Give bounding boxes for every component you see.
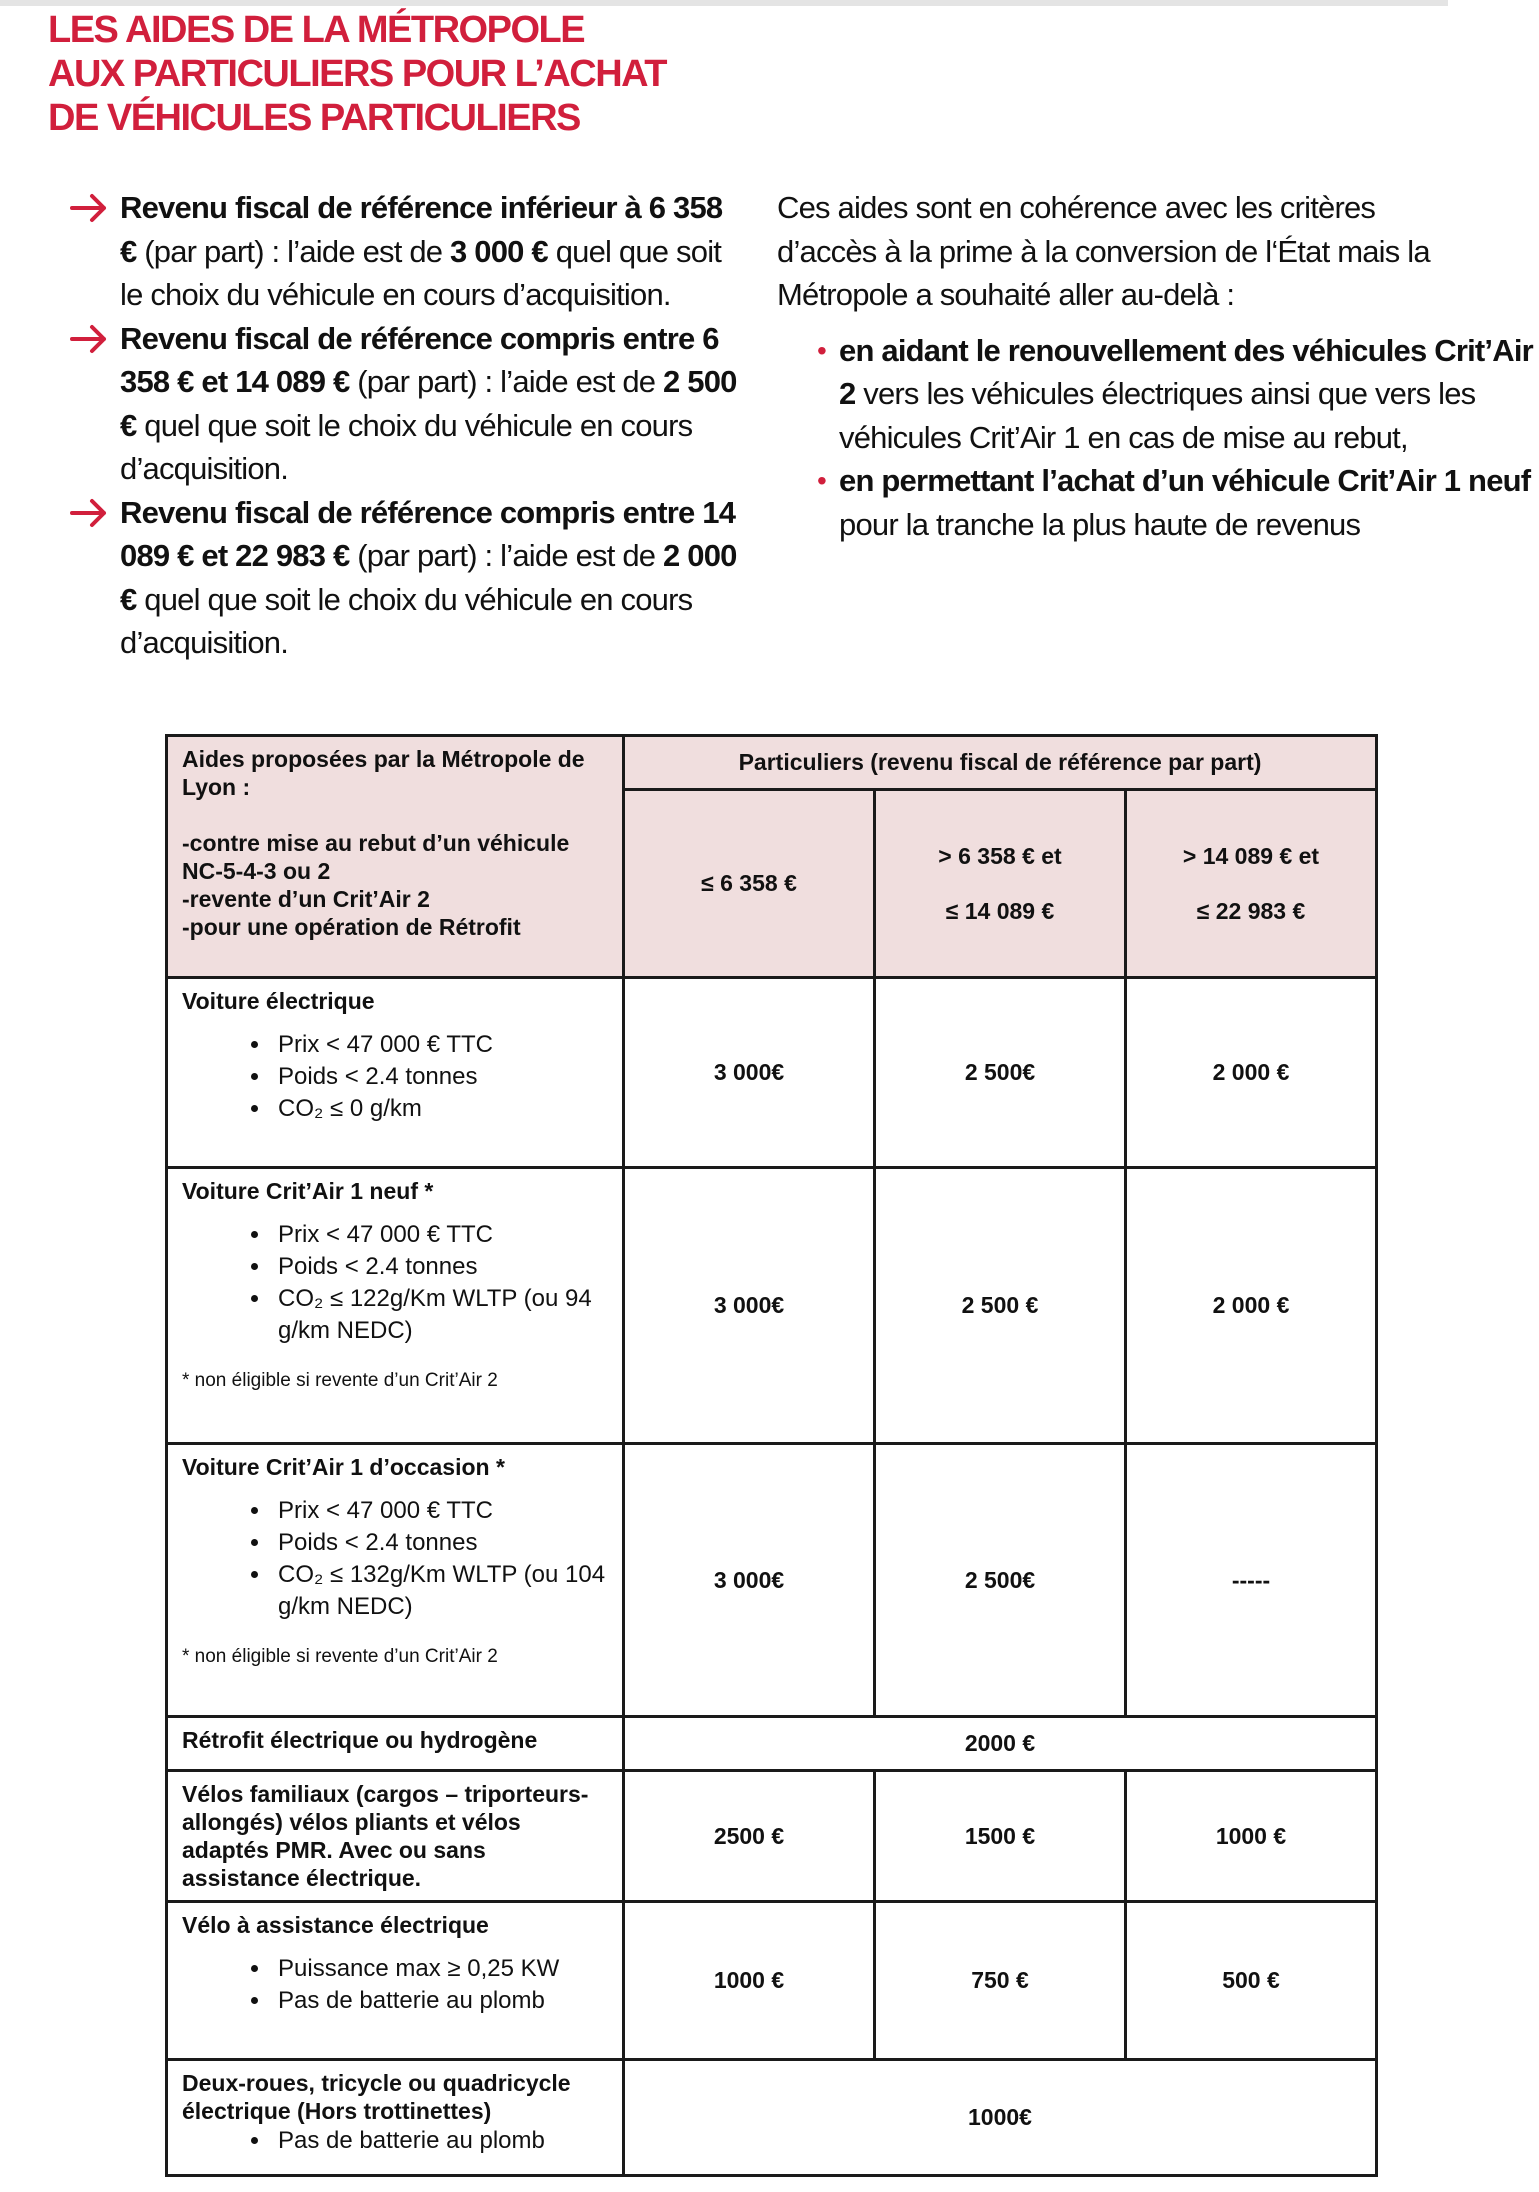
- header-label-line: [182, 801, 608, 829]
- header-label-cell: [167, 736, 624, 978]
- aid-amount-cell: 2 500 €: [875, 1168, 1126, 1444]
- bold-text: Revenu fiscal de référence compris entre 6 358 € et 14 089 €: [120, 320, 719, 399]
- criteria-list: [182, 1219, 608, 1347]
- title-line: DE VÉHICULES PARTICULIERS: [48, 97, 580, 139]
- text-run: quel que soit le choix du véhicule en cours d’acquisition.: [120, 407, 693, 486]
- policy-bullets: [777, 329, 1533, 547]
- bold-text: en permettant l’achat d’un véhicule Crit’Air 1 neuf: [839, 463, 1531, 498]
- criteria-list: [182, 1953, 608, 2017]
- condition-item: [64, 186, 744, 317]
- table-row: [167, 1717, 1377, 1771]
- criteria-item: • CO₂ ≤ 0 g/km: [272, 1093, 608, 1125]
- header-label-line: Aides proposées par la Métropole de Lyon :: [182, 746, 585, 800]
- income-conditions-list: [64, 186, 744, 665]
- criteria-item: • Puissance max ≥ 0,25 KW: [272, 1953, 608, 1985]
- arrow-right-icon: [70, 189, 110, 227]
- page-title: [48, 8, 948, 140]
- income-group-header: Particuliers (revenu fiscal de référence par part): [624, 736, 1377, 790]
- table-row: [167, 1771, 1377, 1902]
- vehicle-type-cell: [167, 978, 624, 1168]
- text-run: (par part) : l’aide est de: [349, 538, 664, 573]
- aid-amount-cell: 1000€: [624, 2060, 1377, 2176]
- policy-explanation: [777, 186, 1533, 626]
- vehicle-type-cell: [167, 1902, 624, 2060]
- vehicle-type-title: Voiture Crit’Air 1 neuf *: [182, 1178, 434, 1204]
- aid-amount-cell: 500 €: [1126, 1902, 1377, 2060]
- bracket-label: ≤ 14 089 €: [945, 897, 1055, 924]
- table-row: [167, 978, 1377, 1168]
- text-run: vers les véhicules électriques ainsi que vers les véhicules Crit’Air 1 en cas de mise au rebut,: [839, 376, 1476, 455]
- vehicle-type-title: Voiture Crit’Air 1 d’occasion *: [182, 1454, 505, 1480]
- aid-amount-cell: 3 000€: [624, 1444, 875, 1717]
- aid-amount-cell: 2 500€: [875, 978, 1126, 1168]
- top-rule: [0, 0, 1448, 6]
- aid-amount-cell: 2 000 €: [1126, 978, 1377, 1168]
- bullet-text: [839, 333, 1533, 455]
- criteria-list: [182, 1029, 608, 1125]
- eligibility-note: * non éligible si revente d’un Crit’Air 2: [182, 1370, 498, 1391]
- text-run: (par part) : l’aide est de: [136, 233, 451, 269]
- policy-bullet: [777, 329, 1539, 460]
- table-row: [167, 1902, 1377, 2060]
- bullet-dot-icon: •: [817, 334, 827, 366]
- income-bracket-2: [875, 790, 1126, 978]
- table-row: [167, 1444, 1377, 1717]
- aid-amount-cell: 750 €: [875, 1902, 1126, 2060]
- criteria-item: • Prix < 47 000 € TTC: [272, 1219, 608, 1251]
- condition-text: [120, 321, 737, 487]
- title-line: LES AIDES DE LA MÉTROPOLE: [48, 9, 585, 51]
- criteria-list: [182, 2125, 608, 2157]
- criteria-item: • Prix < 47 000 € TTC: [272, 1495, 608, 1527]
- bold-text: Revenu fiscal de référence compris entre 14 089 € et 22 983 €: [120, 494, 736, 573]
- text-run: quel que soit le choix du véhicule en cours d’acquisition.: [120, 581, 693, 660]
- aid-amount-cell: 2 000 €: [1126, 1168, 1377, 1444]
- intro-text: Ces aides sont en cohérence avec les critères d’accès à la prime à la conversion de l‘État mais la Métropole a souhaité aller au-delà :: [777, 190, 1430, 312]
- header-label-line: -contre mise au rebut d’un véhicule NC-5-4-3 ou 2: [182, 830, 570, 884]
- bold-text: 2 000 €: [120, 538, 737, 617]
- aid-amount-cell: 3 000€: [624, 1168, 875, 1444]
- vehicle-type-cell: [167, 2060, 624, 2176]
- criteria-item: • CO₂ ≤ 122g/Km WLTP (ou 94 g/km NEDC): [272, 1283, 608, 1347]
- aid-rows: [167, 978, 1377, 2176]
- condition-text: [120, 495, 737, 661]
- eligibility-note: * non éligible si revente d’un Crit’Air 2: [182, 1646, 498, 1667]
- text-run: quel que soit le choix du véhicule en cours d’acquisition.: [120, 233, 722, 312]
- bracket-label: ≤ 6 358 €: [701, 870, 797, 896]
- condition-text: [120, 190, 722, 312]
- vehicle-type-cell: [167, 1771, 624, 1902]
- criteria-item: • Prix < 47 000 € TTC: [272, 1029, 608, 1061]
- income-bracket-1: [624, 790, 875, 978]
- table-row: [167, 1168, 1377, 1444]
- condition-item: [64, 491, 744, 665]
- bracket-label: > 14 089 € et: [1182, 842, 1320, 869]
- criteria-item: • Pas de batterie au plomb: [272, 2125, 608, 2157]
- vehicle-type-title: Deux-roues, tricycle ou quadricycle électrique (Hors trottinettes): [182, 2070, 571, 2124]
- bullet-dot-icon: •: [817, 465, 827, 496]
- vehicle-type-title: Rétrofit électrique ou hydrogène: [182, 1727, 538, 1753]
- bold-text: en aidant le renouvellement des véhicules Crit’Air 2: [839, 332, 1533, 411]
- header-label-line: -pour une opération de Rétrofit: [182, 914, 521, 940]
- title-line: AUX PARTICULIERS POUR L’ACHAT: [48, 53, 666, 95]
- text-run: (par part) : l’aide est de: [349, 364, 664, 399]
- criteria-item: • CO₂ ≤ 132g/Km WLTP (ou 104 g/km NEDC): [272, 1559, 608, 1623]
- criteria-item: • Poids < 2.4 tonnes: [272, 1527, 608, 1559]
- aid-amount-cell: 1000 €: [1126, 1771, 1377, 1902]
- bracket-label: ≤ 22 983 €: [1196, 897, 1306, 924]
- income-bracket-3: [1126, 790, 1377, 978]
- vehicle-type-title: Voiture électrique: [182, 988, 375, 1014]
- criteria-list: [182, 1495, 608, 1623]
- bold-text: 2 500 €: [120, 364, 737, 443]
- bold-text: Revenu fiscal de référence inférieur à 6 358 €: [120, 190, 723, 269]
- aid-amount-cell: -----: [1126, 1444, 1377, 1717]
- aid-amount-cell: 2 500€: [875, 1444, 1126, 1717]
- policy-bullet: [777, 459, 1539, 546]
- criteria-item: • Poids < 2.4 tonnes: [272, 1061, 608, 1093]
- bold-text: 3 000 €: [450, 233, 548, 269]
- table-row: [167, 2060, 1377, 2176]
- vehicle-type-title: Vélos familiaux (cargos – triporteurs- allongés) vélos pliants et vélos adaptés PMR. Avec ou sans assistance électrique.: [182, 1781, 589, 1891]
- arrow-right-icon: [70, 494, 110, 532]
- bullet-text: [839, 463, 1530, 542]
- condition-item: [64, 317, 744, 491]
- aid-amount-cell: 1000 €: [624, 1902, 875, 2060]
- vehicle-type-cell: [167, 1168, 624, 1444]
- vehicle-type-cell: [167, 1444, 624, 1717]
- text-run: pour la tranche la plus haute de revenus: [839, 506, 1361, 542]
- criteria-item: • Pas de batterie au plomb: [272, 1985, 608, 2017]
- criteria-item: • Poids < 2.4 tonnes: [272, 1251, 608, 1283]
- aid-table: [165, 734, 1378, 2177]
- header-label-line: -revente d’un Crit’Air 2: [182, 886, 430, 912]
- aid-amount-cell: 3 000€: [624, 978, 875, 1168]
- vehicle-type-cell: [167, 1717, 624, 1771]
- arrow-right-icon: [70, 320, 110, 358]
- vehicle-type-title: Vélo à assistance électrique: [182, 1912, 489, 1938]
- aid-amount-cell: 1500 €: [875, 1771, 1126, 1902]
- bracket-label: > 6 358 € et: [938, 842, 1062, 869]
- aid-amount-cell: 2500 €: [624, 1771, 875, 1902]
- aid-amount-cell: 2000 €: [624, 1717, 1377, 1771]
